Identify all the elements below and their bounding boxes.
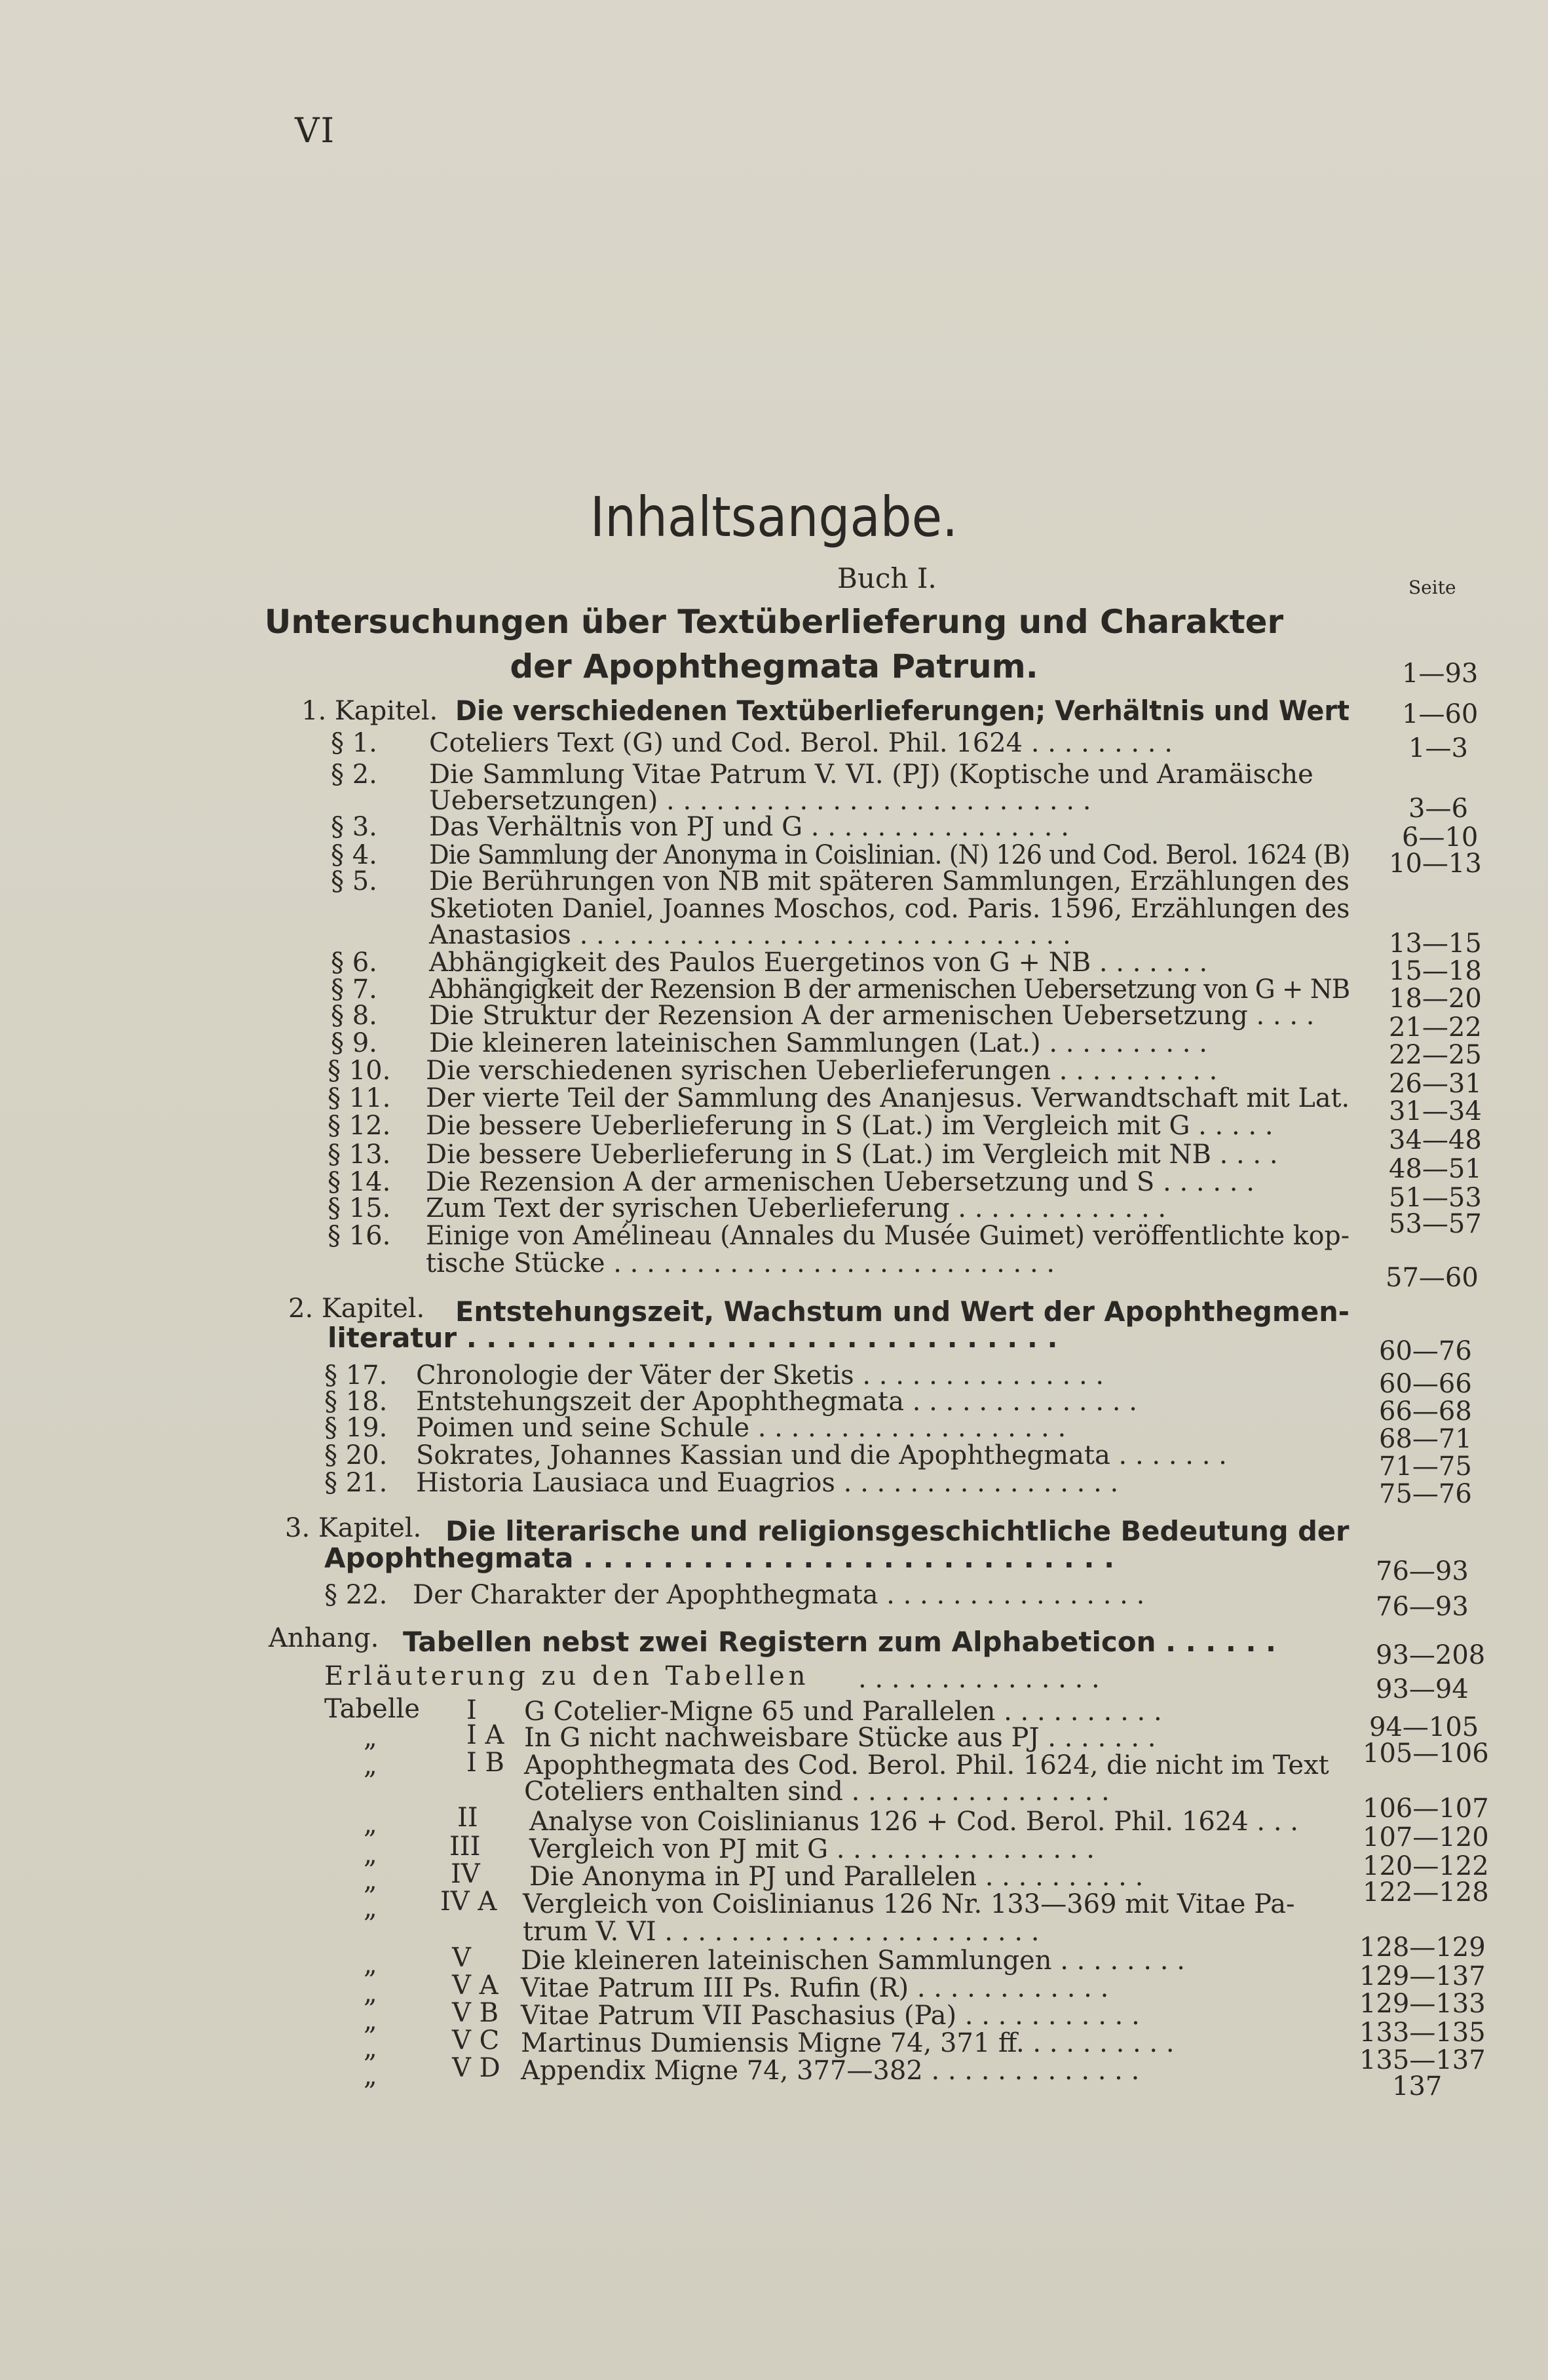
explanation-pages: 93—94 xyxy=(1376,1674,1469,1704)
book-label: Buch I. xyxy=(837,562,937,594)
table-row-num: IV xyxy=(451,1859,480,1889)
section-3-title: Das Verhältnis von PJ und G . . . . . . . . . . . . . . . . xyxy=(429,812,1069,842)
chapter-2-title: Entstehungszeit, Wachstum und Wert der Apophthegmen- xyxy=(455,1296,1350,1328)
table-row-pages: 128—129 xyxy=(1359,1932,1486,1963)
section-5-title-line2: Sketioten Daniel, Joannes Moschos, cod. Paris. 1596, Erzählungen des xyxy=(429,894,1350,924)
book-title-line2: der Apophthegmata Patrum. xyxy=(510,647,1038,685)
table-row-pages: 107—120 xyxy=(1363,1822,1489,1852)
section-21-title: Historia Lausiaca und Euagrios . . . . . . . . . . . . . . . . . xyxy=(416,1468,1119,1498)
section-5-pages: 13—15 xyxy=(1389,929,1482,959)
chapter-2-label: 2. Kapitel. xyxy=(288,1294,425,1324)
section-6-title: Abhängigkeit des Paulos Euergetinos von G + NB . . . . . . . xyxy=(429,948,1208,978)
section-17-pages: 60—66 xyxy=(1379,1369,1472,1399)
section-2-num: § 2. xyxy=(331,759,377,790)
section-18-title: Entstehungszeit der Apophthegmata . . . . . . . . . . . . . . xyxy=(416,1387,1137,1417)
page-title: Inhaltsangabe. xyxy=(590,485,958,549)
table-row-pages: 120—122 xyxy=(1363,1851,1489,1881)
section-9-pages: 22—25 xyxy=(1389,1040,1482,1070)
section-5-num: § 5. xyxy=(331,866,377,896)
section-12-pages: 34—48 xyxy=(1389,1125,1482,1155)
table-row-num: I xyxy=(466,1695,477,1725)
section-2-pages: 3—6 xyxy=(1408,794,1468,824)
section-15-pages: 53—57 xyxy=(1389,1209,1482,1239)
page-column-header: Seite xyxy=(1408,577,1456,598)
section-1-num: § 1. xyxy=(331,728,377,758)
section-12-title: Die bessere Ueberlieferung in S (Lat.) im Vergleich mit G . . . . . xyxy=(426,1111,1274,1141)
section-22-pages: 76—93 xyxy=(1376,1592,1469,1622)
table-row-num: III xyxy=(449,1832,481,1862)
table-row-pages: 94—105 xyxy=(1369,1712,1479,1742)
section-1-title: Coteliers Text (G) und Cod. Berol. Phil. 1624 . . . . . . . . . xyxy=(429,728,1173,758)
section-8-title: Die Struktur der Rezension A der armenischen Uebersetzung . . . . xyxy=(429,1001,1315,1031)
table-row-pages: 122—128 xyxy=(1363,1877,1489,1908)
section-7-num: § 7. xyxy=(331,974,377,1005)
section-2-title-line1: Die Sammlung Vitae Patrum V. VI. (PJ) (Koptische und Aramäische xyxy=(429,759,1313,790)
ditto-mark: „ xyxy=(364,1723,377,1753)
section-21-num: § 21. xyxy=(324,1468,388,1498)
table-row-pages: 129—137 xyxy=(1359,1961,1486,1991)
chapter-2-pages: 60—76 xyxy=(1379,1336,1472,1366)
section-13-pages: 48—51 xyxy=(1389,1154,1482,1184)
table-row-pages: 129—133 xyxy=(1359,1989,1486,2019)
section-5-title-line1: Die Berührungen von NB mit späteren Sammlungen, Erzählungen des xyxy=(429,866,1350,896)
section-11-pages: 31—34 xyxy=(1389,1096,1482,1126)
section-3-pages: 6—10 xyxy=(1402,822,1479,853)
chapter-3-title: Die literarische und religionsgeschichtliche Bedeutung der xyxy=(445,1515,1350,1547)
section-11-num: § 11. xyxy=(328,1083,391,1113)
section-16-pages: 57—60 xyxy=(1386,1263,1479,1293)
section-22-num: § 22. xyxy=(324,1580,388,1610)
section-4-title: Die Sammlung der Anonyma in Coislinian. (N) 126 und Cod. Berol. 1624 (B) xyxy=(429,840,1350,870)
section-3-num: § 3. xyxy=(331,812,377,842)
section-17-title: Chronologie der Väter der Sketis . . . . . . . . . . . . . . . xyxy=(416,1360,1104,1391)
section-2-title-line2: Uebersetzungen) . . . . . . . . . . . . . . . . . . . . . . . . . . xyxy=(429,786,1091,816)
table-row-title: G Cotelier-Migne 65 und Parallelen . . . . . . . . . . xyxy=(524,1697,1162,1727)
table-row-pages: 137 xyxy=(1392,2071,1443,2102)
section-15-title: Zum Text der syrischen Ueberlieferung . . . . . . . . . . . . . xyxy=(426,1193,1167,1223)
explanation-title: Erläuterung zu den Tabellen xyxy=(324,1661,810,1691)
section-19-num: § 19. xyxy=(324,1413,388,1443)
section-20-title: Sokrates, Johannes Kassian und die Apophthegmata . . . . . . . xyxy=(416,1440,1227,1470)
section-10-pages: 26—31 xyxy=(1389,1069,1482,1099)
ditto-mark: „ xyxy=(364,1978,377,2008)
table-row-num: V D xyxy=(452,2053,500,2083)
ditto-mark: „ xyxy=(364,1809,377,1839)
table-row-num: I B xyxy=(466,1748,504,1778)
table-row-pages: 105—106 xyxy=(1363,1738,1489,1769)
ditto-mark: „ xyxy=(364,1839,377,1870)
appendix-pages: 93—208 xyxy=(1376,1640,1486,1670)
table-row-title: Vitae Patrum III Ps. Rufin (R) . . . . . . . . . . . . xyxy=(521,1973,1109,2003)
section-14-pages: 51—53 xyxy=(1389,1183,1482,1213)
section-8-num: § 8. xyxy=(331,1001,377,1031)
table-row-num: V xyxy=(452,1943,471,1973)
section-18-num: § 18. xyxy=(324,1387,388,1417)
page-number: VI xyxy=(295,111,336,151)
chapter-3-title-line2: Apophthegmata . . . . . . . . . . . . . . . . . . . . . . . . . . . xyxy=(324,1542,1115,1574)
table-row-title: Martinus Dumiensis Migne 74, 371 ff. . . . . . . . . . xyxy=(521,2028,1175,2058)
table-row-title: In G nicht nachweisbare Stücke aus PJ . . . . . . . xyxy=(524,1723,1156,1753)
ditto-mark: „ xyxy=(364,1750,377,1780)
section-9-num: § 9. xyxy=(331,1028,377,1058)
section-14-num: § 14. xyxy=(328,1167,391,1197)
table-row-pages: 106—107 xyxy=(1363,1794,1489,1824)
chapter-1-label: 1. Kapitel. xyxy=(301,696,438,726)
table-row-title: Die Anonyma in PJ und Parallelen . . . . . . . . . . xyxy=(529,1862,1144,1892)
table-row-title: Appendix Migne 74, 377—382 . . . . . . . . . . . . . xyxy=(521,2056,1140,2086)
section-13-num: § 13. xyxy=(328,1140,391,1170)
table-row-title: Die kleineren lateinischen Sammlungen . . . . . . . . xyxy=(521,1946,1185,1976)
section-15-num: § 15. xyxy=(328,1193,391,1223)
table-label: Tabelle xyxy=(324,1694,420,1724)
table-row-num: V C xyxy=(452,2025,500,2056)
section-19-pages: 68—71 xyxy=(1379,1424,1472,1454)
ditto-mark: „ xyxy=(364,2006,377,2036)
section-13-title: Die bessere Ueberlieferung in S (Lat.) im Vergleich mit NB . . . . xyxy=(426,1140,1278,1170)
table-row-title: Vergleich von PJ mit G . . . . . . . . . . . . . . . . xyxy=(529,1834,1095,1864)
section-4-num: § 4. xyxy=(331,840,377,870)
appendix-label: Anhang. xyxy=(269,1623,379,1653)
chapter-1-title: Die verschiedenen Textüberlieferungen; Verhältnis und Wert xyxy=(455,695,1350,727)
ditto-mark: „ xyxy=(364,2061,377,2091)
section-7-pages: 18—20 xyxy=(1389,984,1482,1014)
section-9-title: Die kleineren lateinischen Sammlungen (Lat.) . . . . . . . . . . xyxy=(429,1028,1207,1058)
section-10-num: § 10. xyxy=(328,1056,391,1086)
appendix-title: Tabellen nebst zwei Registern zum Alphabeticon . . . . . . xyxy=(403,1626,1276,1658)
section-14-title: Die Rezension A der armenischen Uebersetzung und S . . . . . . xyxy=(426,1167,1255,1197)
section-4-pages: 10—13 xyxy=(1389,849,1482,879)
table-row-num: V A xyxy=(452,1970,499,2001)
chapter-2-title-line2: literatur . . . . . . . . . . . . . . . . . . . . . . . . . . . . . . xyxy=(328,1322,1058,1354)
explanation-dots: . . . . . . . . . . . . . . . xyxy=(858,1664,1100,1694)
table-row-pages: 135—137 xyxy=(1359,2045,1486,2075)
section-6-num: § 6. xyxy=(331,948,377,978)
table-row-num: I A xyxy=(466,1720,504,1750)
chapter-3-pages: 76—93 xyxy=(1376,1556,1469,1586)
ditto-mark: „ xyxy=(364,2033,377,2063)
table-row-pages: 133—135 xyxy=(1359,2018,1486,2048)
section-11-title: Der vierte Teil der Sammlung des Ananjesus. Verwandtschaft mit Lat. xyxy=(426,1083,1350,1113)
ditto-mark: „ xyxy=(364,1866,377,1896)
section-12-num: § 12. xyxy=(328,1111,391,1141)
ditto-mark: „ xyxy=(364,1893,377,1923)
section-16-title-line2: tische Stücke . . . . . . . . . . . . . . . . . . . . . . . . . . . xyxy=(426,1248,1055,1278)
section-8-pages: 21—22 xyxy=(1389,1012,1482,1043)
section-21-pages: 75—76 xyxy=(1379,1479,1472,1509)
section-5-title-line3: Anastasios . . . . . . . . . . . . . . . . . . . . . . . . . . . . . . xyxy=(429,920,1071,950)
table-row-title: Analyse von Coislinianus 126 + Cod. Berol. Phil. 1624 . . . xyxy=(529,1807,1299,1837)
book-pages: 1—93 xyxy=(1402,659,1479,689)
book-title-line1: Untersuchungen über Textüberlieferung und Charakter xyxy=(264,603,1284,641)
table-row-title-line1: Vergleich von Coislinianus 126 Nr. 133—369 mit Vitae Pa- xyxy=(523,1889,1295,1919)
section-20-pages: 71—75 xyxy=(1379,1451,1472,1482)
section-6-pages: 15—18 xyxy=(1389,956,1482,986)
chapter-3-label: 3. Kapitel. xyxy=(285,1513,422,1543)
section-19-title: Poimen und seine Schule . . . . . . . . . . . . . . . . . . . xyxy=(416,1413,1067,1443)
section-16-title-line1: Einige von Amélineau (Annales du Musée Guimet) veröffentlichte kop- xyxy=(426,1221,1350,1251)
chapter-1-pages: 1—60 xyxy=(1402,699,1479,729)
table-row-num: II xyxy=(457,1803,478,1833)
section-18-pages: 66—68 xyxy=(1379,1396,1472,1427)
table-row-title: Vitae Patrum VII Paschasius (Pa) . . . . . . . . . . . xyxy=(521,2001,1140,2031)
section-17-num: § 17. xyxy=(324,1360,388,1391)
table-row-num: V B xyxy=(452,1998,499,2028)
table-row-title-line2: Coteliers enthalten sind . . . . . . . . . . . . . . . . xyxy=(524,1776,1110,1807)
section-1-pages: 1—3 xyxy=(1408,733,1468,763)
section-7-title: Abhängigkeit der Rezension B der armenischen Uebersetzung von G + NB xyxy=(429,974,1350,1005)
section-22-title: Der Charakter der Apophthegmata . . . . . . . . . . . . . . . . xyxy=(413,1580,1145,1610)
table-row-title-line2: trum V. VI . . . . . . . . . . . . . . . . . . . . . . . xyxy=(523,1917,1040,1947)
table-row-num: IV A xyxy=(440,1887,497,1917)
section-16-num: § 16. xyxy=(328,1221,391,1251)
ditto-mark: „ xyxy=(364,1949,377,1980)
section-20-num: § 20. xyxy=(324,1440,388,1470)
section-10-title: Die verschiedenen syrischen Ueberlieferungen . . . . . . . . . . xyxy=(426,1056,1218,1086)
table-row-title-line1: Apophthegmata des Cod. Berol. Phil. 1624, die nicht im Text xyxy=(524,1750,1329,1780)
